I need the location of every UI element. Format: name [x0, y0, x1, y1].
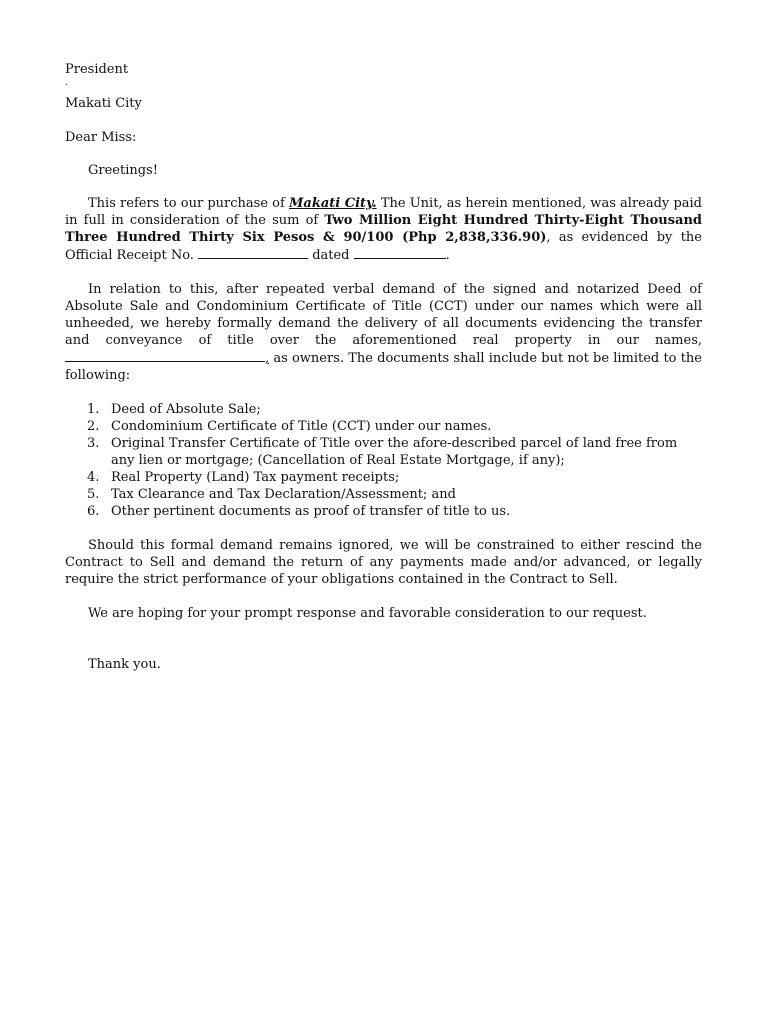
addressee-title: President	[65, 62, 129, 77]
list-item-number: 1.	[87, 402, 100, 417]
list-item-text: Condominium Certificate of Title (CCT) under our names.	[111, 419, 492, 434]
paragraph-demand-comma: ,	[265, 351, 270, 366]
letter-body	[65, 61, 702, 673]
receipt-date-blank	[354, 246, 446, 259]
paragraph-request: We are hoping for your prompt response and favorable consideration to our request.	[88, 606, 647, 621]
list-item-text: Other pertinent documents as proof of transfer of title to us.	[111, 504, 511, 519]
paragraph-purchase-text-d: dated	[308, 248, 354, 263]
paragraph-purchase-text-e: .	[445, 248, 450, 263]
list-item	[87, 401, 702, 418]
list-item-number: 4.	[87, 470, 100, 485]
greeting: Greetings!	[88, 163, 158, 178]
list-item-number: 6.	[87, 504, 100, 519]
list-item	[87, 469, 702, 486]
paragraph-purchase	[65, 195, 702, 264]
closing-line: Thank you.	[88, 657, 161, 672]
paragraph-demand-text-c: as owners. The documents shall include but not be limited to the following:	[65, 351, 702, 383]
paragraph-demand	[65, 281, 702, 384]
list-item	[87, 435, 702, 469]
list-item-number: 3.	[87, 436, 100, 451]
receipt-number-blank	[198, 246, 308, 259]
paragraph-consequence: Should this formal demand remains ignored, we will be constrained to either rescind the Contract to Sell and demand the return of any payments made and/or advanced, or legally require the strict performance of your obligations contained in the Contract to Sell.	[65, 538, 702, 587]
list-item-number: 5.	[87, 487, 100, 502]
list-item-text: Deed of Absolute Sale;	[111, 402, 261, 417]
owner-names-blank	[65, 349, 265, 362]
paragraph-purchase-text-b: The Unit, as herein mentioned, was already paid in full in consideration of the sum of	[65, 196, 702, 228]
amount-in-words: Two Million Eight Hundred Thirty-Eight Thousand Three Hundred Thirty Six Pesos & 90/100 (Php 2,838,336.90)	[65, 213, 702, 245]
salutation: Dear Miss:	[65, 130, 137, 145]
list-item	[87, 486, 702, 503]
list-item-text: Tax Clearance and Tax Declaration/Assessment; and	[111, 487, 456, 502]
addressee-separator: .	[65, 78, 68, 88]
paragraph-demand-text-a: In relation to this, after repeated verbal demand of the signed and notarized Deed of Absolute Sale and Condominium Certificate of Title (CCT) under our names which were all unheeded, we hereby formally demand the delivery of all documents evidencing the transfer and conveyance of title over the aforementioned real property in our names,	[65, 282, 702, 348]
documents-list	[65, 401, 702, 520]
property-name: Makati City.	[289, 196, 377, 211]
addressee-city: Makati City	[65, 96, 142, 111]
list-item-text: Real Property (Land) Tax payment receipts;	[111, 470, 400, 485]
list-item	[87, 503, 702, 520]
paragraph-purchase-text-c: , as evidenced by the Official Receipt No.	[65, 230, 702, 263]
list-item	[87, 418, 702, 435]
list-item-number: 2.	[87, 419, 100, 434]
paragraph-purchase-text-a: This refers to our purchase of	[88, 196, 289, 211]
list-item-text: Original Transfer Certificate of Title over the afore-described parcel of land free from any lien or mortgage; (Cancellation of Real Estate Mortgage, if any);	[111, 436, 678, 468]
